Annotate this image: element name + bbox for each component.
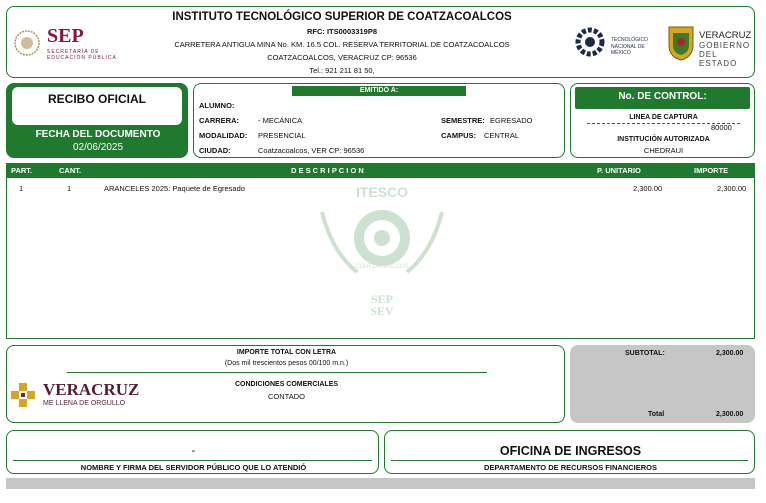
authorized-institution-label: INSTITUCIÓN AUTORIZADA bbox=[617, 136, 710, 143]
office-name: OFICINA DE INGRESOS bbox=[499, 444, 642, 458]
sep-logo-text: SEP bbox=[47, 25, 84, 47]
veracruz-brand-text: VERACRUZ bbox=[43, 380, 140, 399]
eagle-seal-icon bbox=[13, 29, 41, 57]
institution-name: INSTITUTO TECNOLÓGICO SUPERIOR DE COATZACOALCOS bbox=[172, 11, 512, 23]
table-header bbox=[7, 164, 754, 178]
campus-label: CAMPUS: bbox=[441, 131, 476, 140]
issued-to-header: EMITIDO A: bbox=[292, 86, 466, 96]
career-label: CARRERA: bbox=[199, 116, 239, 125]
watermark-itesco-text: ITESCO bbox=[355, 184, 409, 200]
semester-label: SEMESTRE: bbox=[441, 116, 485, 125]
total-label: Total bbox=[648, 411, 665, 418]
col-qty: CANT. bbox=[59, 166, 82, 175]
sep-logo-sub2: EDUCACIÓN PÚBLICA bbox=[47, 55, 117, 61]
tecnm-logo-text2: NACIONAL DE MÉXICO bbox=[611, 44, 645, 56]
subtotal-value: 2,300.00 bbox=[716, 350, 744, 357]
header-box bbox=[6, 6, 755, 78]
total-value: 2,300.00 bbox=[716, 411, 744, 418]
amount-in-words: (Dos mil trescientos pesos 00/100 m.n.) bbox=[224, 360, 349, 367]
veracruz-gov-text3: DEL ESTADO bbox=[699, 50, 738, 68]
conditions-value: CONTADO bbox=[268, 392, 305, 401]
row-amount: 2,300.00 bbox=[717, 184, 747, 193]
document-date: 02/06/2025 bbox=[72, 142, 124, 153]
veracruz-brand-sub: ME LLENA DE ORGULLO bbox=[43, 400, 126, 407]
phone: Tel.: 921 211 81 50, bbox=[309, 66, 375, 75]
office-box bbox=[384, 430, 755, 474]
gear-icon bbox=[575, 25, 605, 59]
signature-label: NOMBRE Y FIRMA DEL SERVIDOR PÚBLICO QUE LO ATENDIÓ bbox=[80, 463, 307, 472]
veracruz-gov-logo bbox=[667, 25, 755, 68]
veracruz-pattern-icon bbox=[11, 383, 35, 407]
amount-in-words-label: IMPORTE TOTAL CON LETRA bbox=[236, 349, 337, 356]
receipt-title-panel bbox=[12, 87, 182, 125]
row-part: 1 bbox=[19, 184, 24, 193]
signature-mark: - bbox=[191, 445, 196, 457]
watermark-ring-text: COATZACOALCOS bbox=[355, 264, 409, 270]
col-amount: IMPORTE bbox=[694, 166, 729, 175]
career-value: - MECÁNICA bbox=[258, 116, 303, 125]
veracruz-gov-text2: GOBIERNO bbox=[699, 41, 751, 50]
address-line-1: CARRETERA ANTIGUA MINA No. KM. 16.5 COL. RESERVA TERRITORIAL DE COATZACOALCOS bbox=[174, 40, 510, 49]
col-part: PART. bbox=[11, 166, 33, 175]
itesco-emblem-icon bbox=[317, 202, 447, 282]
capture-line-label: LINEA DE CAPTURA bbox=[629, 114, 698, 121]
city-label: CIUDAD: bbox=[199, 146, 231, 155]
watermark-sev-text: SEV bbox=[370, 304, 394, 318]
col-unit-price: P. UNITARIO bbox=[597, 166, 641, 175]
row-unit-price: 2,300.00 bbox=[633, 184, 663, 193]
campus-value: CENTRAL bbox=[484, 131, 520, 140]
rfc: RFC: ITS0003319P8 bbox=[306, 27, 378, 36]
authorized-institution: CHEDRAUI bbox=[643, 146, 684, 155]
receipt-box bbox=[6, 83, 188, 158]
office-line bbox=[391, 460, 748, 461]
modality-label: MODALIDAD: bbox=[199, 131, 248, 140]
col-description: D E S C R I P C I O N bbox=[291, 166, 364, 175]
address-line-2: COATZACOALCOS, VERACRUZ CP: 96536 bbox=[267, 53, 417, 62]
row-description: ARANCELES 2025: Paquete de Egresado bbox=[104, 184, 245, 193]
totals-box bbox=[570, 345, 755, 423]
row-qty: 1 bbox=[67, 184, 72, 193]
amount-in-words-box bbox=[6, 345, 565, 423]
student-label: ALUMNO: bbox=[199, 101, 235, 110]
subtotal-label: SUBTOTAL: bbox=[625, 350, 665, 357]
tecnm-logo bbox=[575, 25, 665, 61]
sep-logo bbox=[11, 25, 121, 65]
watermark-sep-text: SEP bbox=[370, 292, 393, 306]
signature-box bbox=[6, 430, 379, 474]
control-number-header: No. DE CONTROL: bbox=[575, 87, 750, 109]
veracruz-brand-logo bbox=[11, 380, 151, 416]
items-table bbox=[6, 163, 755, 339]
document-date-label: FECHA DEL DOCUMENTO bbox=[35, 129, 161, 140]
tecnm-logo-text1: TECNOLÓGICO bbox=[611, 37, 648, 43]
veracruz-gov-text1: VERACRUZ bbox=[699, 30, 752, 41]
shield-icon bbox=[667, 25, 695, 61]
amount-divider bbox=[67, 372, 487, 373]
bottom-bar bbox=[6, 478, 755, 489]
conditions-label: CONDICIONES COMERCIALES bbox=[234, 381, 339, 388]
receipt-title: RECIBO OFICIAL bbox=[48, 92, 146, 106]
itesco-watermark bbox=[317, 184, 447, 319]
semester-value: EGRESADO bbox=[490, 116, 533, 125]
capture-line-value: 80000 bbox=[711, 123, 732, 132]
signature-line bbox=[13, 460, 372, 461]
department-name: DEPARTAMENTO DE RECURSOS FINANCIEROS bbox=[484, 463, 657, 472]
sep-logo-sub1: SECRETARÍA DE bbox=[47, 49, 100, 55]
issued-to-box bbox=[193, 83, 565, 158]
city-value: Coatzacoalcos, VER CP: 96536 bbox=[258, 146, 365, 155]
control-box bbox=[570, 83, 755, 158]
modality-value: PRESENCIAL bbox=[258, 131, 306, 140]
